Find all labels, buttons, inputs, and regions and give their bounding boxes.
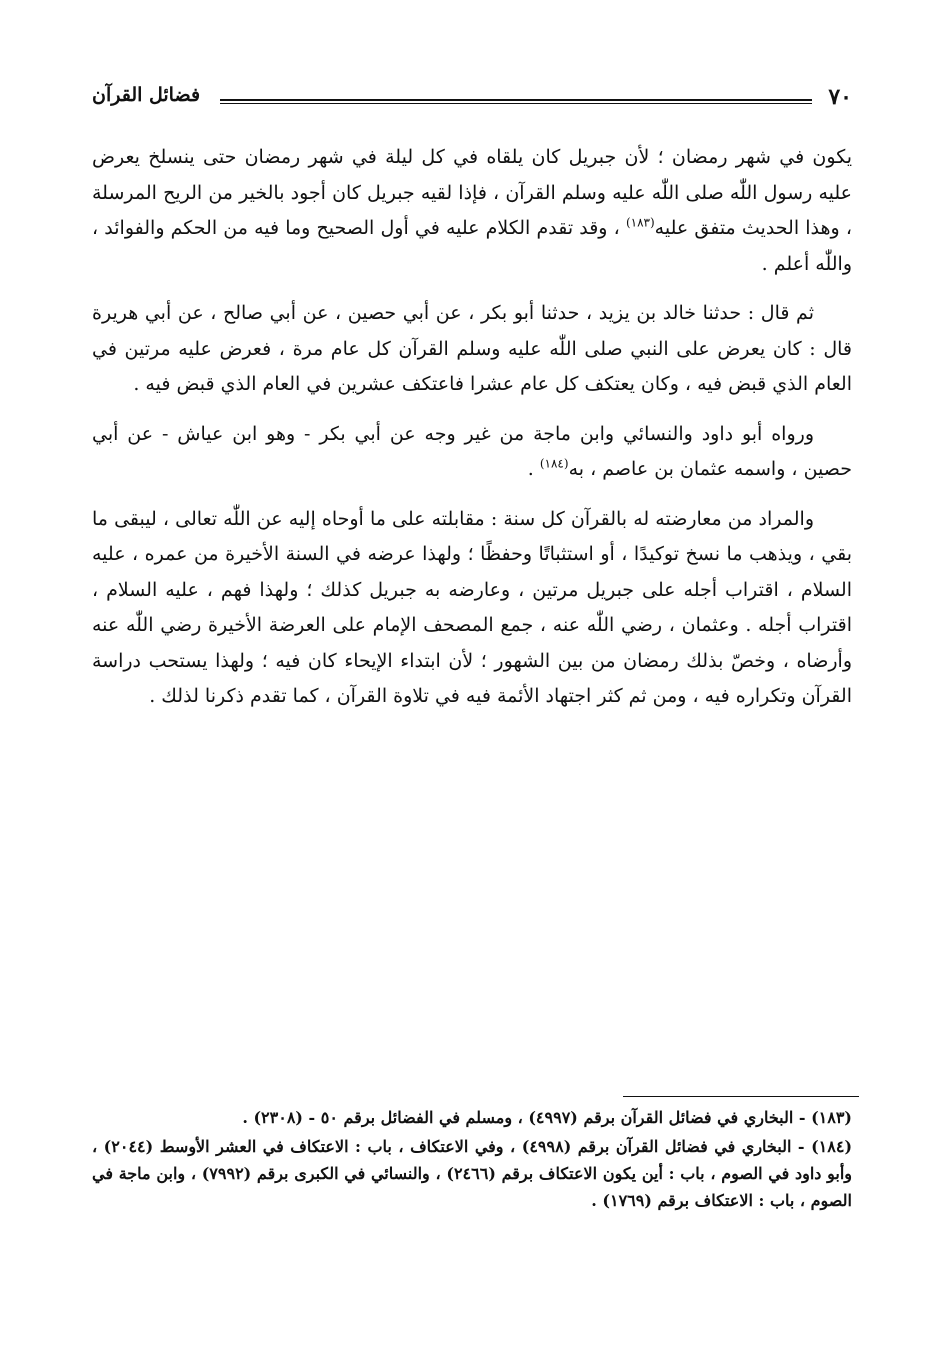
running-title: فضائل القرآن (92, 84, 201, 106)
footnote-ref-184[interactable]: (١٨٤) (539, 456, 569, 471)
footnote-183: (١٨٣) - البخاري في فضائل القرآن برقم (٤٩٩٧) ، ومسلم في الفضائل برقم ٥٠ - (٢٣٠٨) . (242, 1108, 852, 1127)
footnote-ref-183[interactable]: (١٨٣) (625, 215, 655, 230)
paragraph-3-text: ورواه أبو داود والنسائي وابن ماجة من غير وجه عن أبي بكر - وهو ابن عياش - عن أبي حصين ، واسمه عثمان بن عاصم ، به (92, 422, 852, 480)
page-number: ٧٠ (828, 84, 852, 110)
paragraph-3 (92, 417, 852, 488)
main-text (92, 140, 852, 729)
paragraph-1-text: يكون في شهر رمضان ؛ لأن جبريل كان يلقاه في كل ليلة في شهر رمضان حتى ينسلخ يعرض عليه رسول اللّٰه صلى اللّٰه عليه وسلم القرآن ، فإذا لقيه جبريل كان أجود بالخير من الريح المرسلة ، وهذا الحديث متفق عليه (92, 146, 853, 239)
header-rule (220, 99, 812, 104)
footnotes (92, 1104, 852, 1216)
paragraph-1 (92, 140, 852, 282)
paragraph-1-text-cont: ، وقد تقدم الكلام عليه في أول الصحيح وما فيه من الحكم والفوائد ، واللّٰه أعلم . (92, 217, 852, 275)
footnote-184: (١٨٤) - البخاري في فضائل القرآن برقم (٤٩٩٨) ، وفي الاعتكاف ، باب : الاعتكاف في العشر الأوسط (٢٠٤٤) ، وأبو داود في الصوم ، باب : أين يكون الاعتكاف برقم (٢٤٦٦) ، والنسائي في الكبرى برقم (٧٩٩٢) ، وابن ماجة في الصوم ، باب : الاعتكاف برقم (١٧٦٩) . (92, 1137, 853, 1210)
paragraph-4: والمراد من معارضته له بالقرآن كل سنة : مقابلته على ما أوحاه إليه عن اللّٰه تعالى ، ليبقى ما بقي ، ويذهب ما نسخ توكيدًا ، أو استثباتًا وحفظًا ؛ ولهذا عرضه في السنة الأخيرة من عمره ، عليه السلام ، اقتراب أجله على جبريل مرتين ، وعارضه به جبريل كذلك ؛ ولهذا فهم ، عليه السلام ، اقتراب أجله . وعثمان ، رضي اللّٰه عنه ، جمع المصحف الإمام على العرضة الأخيرة رضي اللّٰه عنه وأرضاه ، وخصّ بذلك رمضان من بين الشهور ؛ لأن ابتداء الإيحاء كان فيه ؛ ولهذا يستحب دراسة القرآن وتكراره فيه ، ومن ثم كثر اجتهاد الأئمة فيه في تلاوة القرآن ، كما تقدم ذكرنا لذلك . (92, 507, 852, 707)
paragraph-2: ثم قال : حدثنا خالد بن يزيد ، حدثنا أبو بكر ، عن أبي حصين ، عن أبي صالح ، عن أبي هريرة قال : كان يعرض على النبي صلى اللّٰه عليه وسلم القرآن كل عام مرة ، فعرض عليه مرتين في العام الذي قبض فيه ، وكان يعتكف كل عام عشرا فاعتكف عشرين في العام الذي قبض فيه . (92, 302, 852, 395)
footnote-separator (623, 1096, 859, 1097)
paragraph-3-text-cont: . (527, 458, 540, 480)
page-header (92, 84, 852, 114)
